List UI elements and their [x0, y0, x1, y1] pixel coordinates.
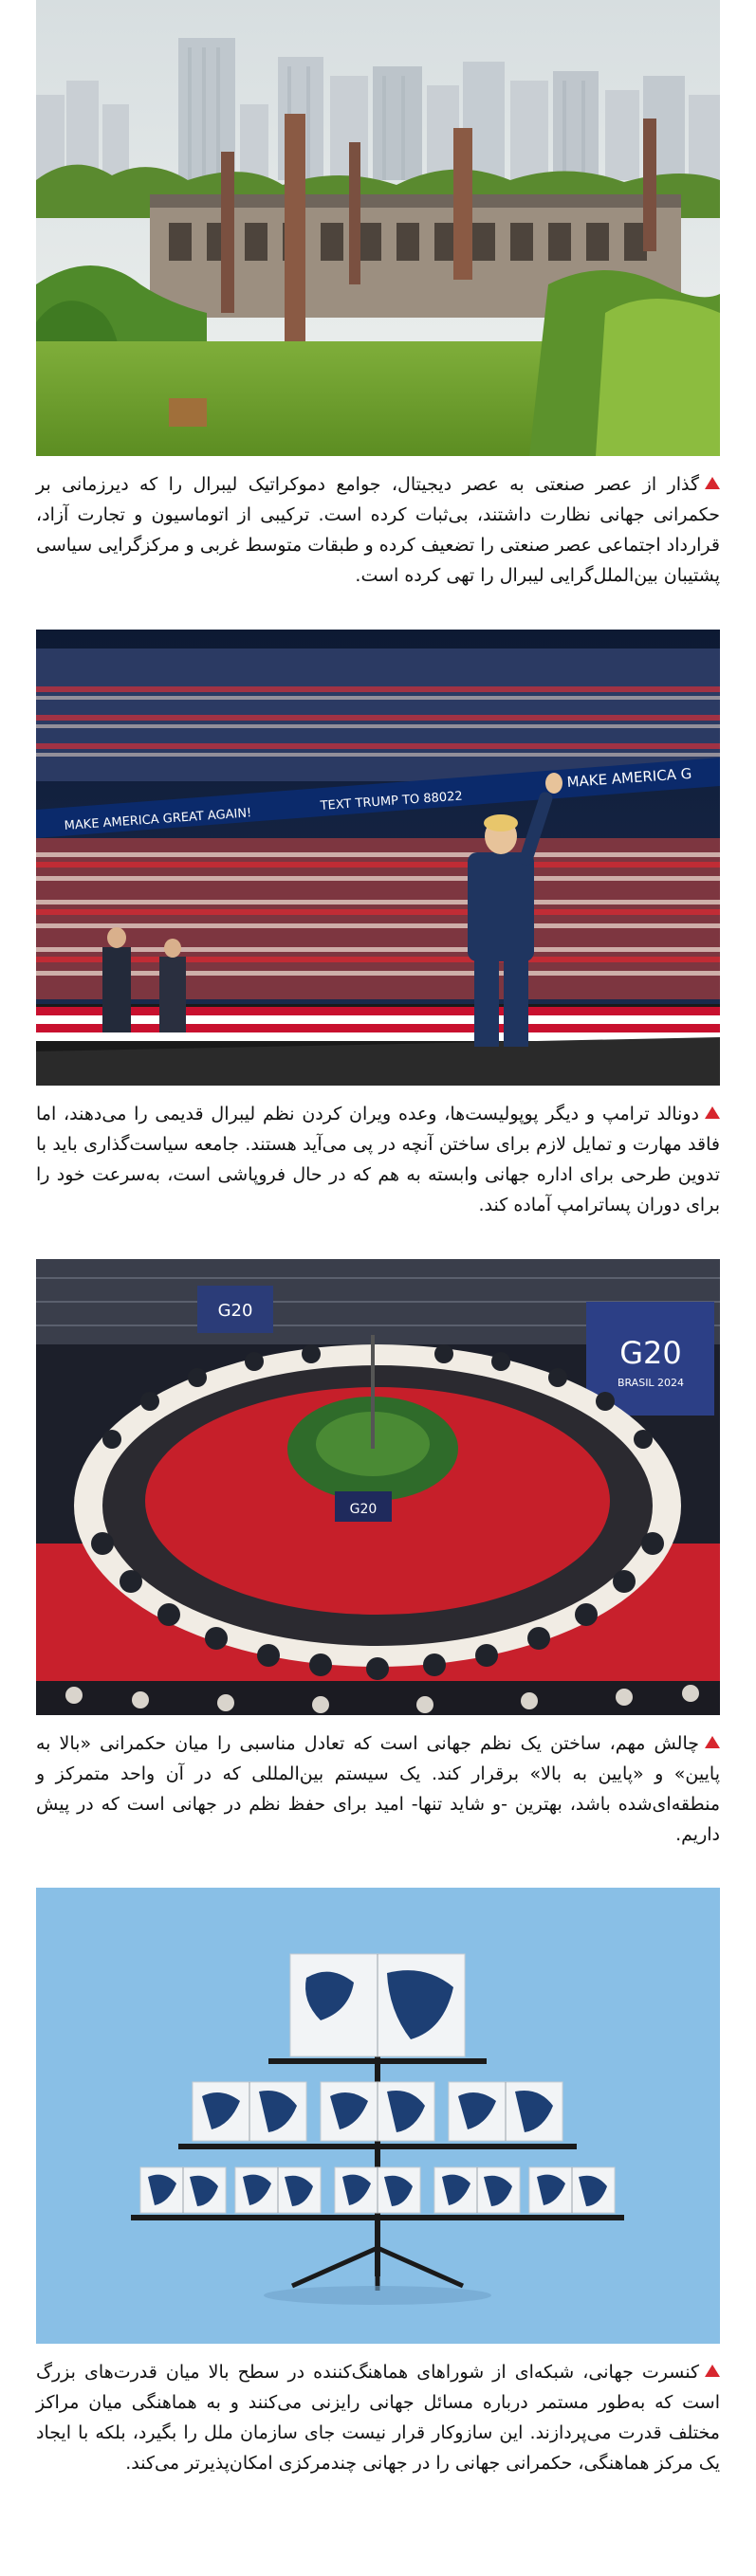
caption-2 — [36, 1099, 720, 1220]
caption-2-text: دونالد ترامپ و دیگر پوپولیست‌ها، وعده ویران کردن نظم لیبرال قدیمی را می‌دهند، اما فاقد مهارت و تمایل لازم برای ساختن آنچه در پی می‌آید هستند. جامعه سیاست‌گذاری باید با تدوین طرحی برای اداره جهانی وابسته به هم که در حال فروپاشی است، به‌سرعت خود را برای دوران پساترامپ آماده کند. — [36, 1104, 720, 1215]
g20-mark-right: G20 — [619, 1335, 682, 1371]
caption-4 — [36, 2357, 720, 2478]
caption-3 — [36, 1728, 720, 1850]
banner-mid-text: TEXT TRUMP TO 88022 — [320, 789, 464, 813]
bullet-triangle-icon — [705, 477, 720, 489]
illustration-globe-books-stand — [36, 1888, 720, 2344]
photo-industrial-ruins — [36, 0, 720, 456]
g20-mark-center: G20 — [349, 1502, 378, 1517]
banner-left-text: MAKE AMERICA GREAT AGAIN! — [64, 806, 252, 833]
bullet-triangle-icon — [705, 2365, 720, 2377]
banner-right-text: MAKE AMERICA G — [566, 764, 692, 791]
g20-mark-left: G20 — [217, 1301, 253, 1321]
bullet-triangle-icon — [705, 1736, 720, 1748]
photo-rally-stadium — [36, 630, 720, 1086]
caption-1-text: گذار از عصر صنعتی به عصر دیجیتال، جوامع دموکراتیک لیبرال را که دیرزمانی بر حکمرانی جهانی نظارت داشتند، بی‌ثبات کرده است. ترکیبی از اتوماسیون و تجارت آزاد، قرارداد اجتماعی عصر صنعتی را تضعیف کرده و طبقات متوسط غربی و مرکزگرایی سیاسی پشتیبان بین‌الملل‌گرایی لیبرال را تهی کرده است. — [36, 474, 720, 586]
caption-4-text: کنسرت جهانی، شبکه‌ای از شوراهای هماهنگ‌کننده در سطح بالا میان قدرت‌های بزرگ است که به‌طور مستمر درباره مسائل جهانی رایزنی می‌کنند و به هماهنگی میان مراکز مختلف قدرت می‌پردازند. این سازوکار قرار نیست جای سازمان ملل را بگیرد، بلکه با ایجاد یک مرکز هماهنگی، حکمرانی جهانی را در جهانی چندمرکزی امکان‌پذیرتر می‌کند. — [36, 2362, 720, 2474]
caption-1 — [36, 469, 720, 591]
caption-3-text: چالش مهم، ساختن یک نظم جهانی است که تعادل مناسبی را میان حکمرانی «بالا به پایین» و «پایین به بالا» برقرار کند. یک سیستم بین‌المللی که در آن واحد متمرکز و منطقه‌ای‌شده باشد، بهترین -و شاید تنها- امید برای حفظ نظم در جهانی است که در پیش داریم. — [36, 1733, 720, 1845]
photo-g20-summit — [36, 1259, 720, 1715]
bullet-triangle-icon — [705, 1106, 720, 1119]
g20-sub-right: BRASIL 2024 — [617, 1377, 685, 1389]
